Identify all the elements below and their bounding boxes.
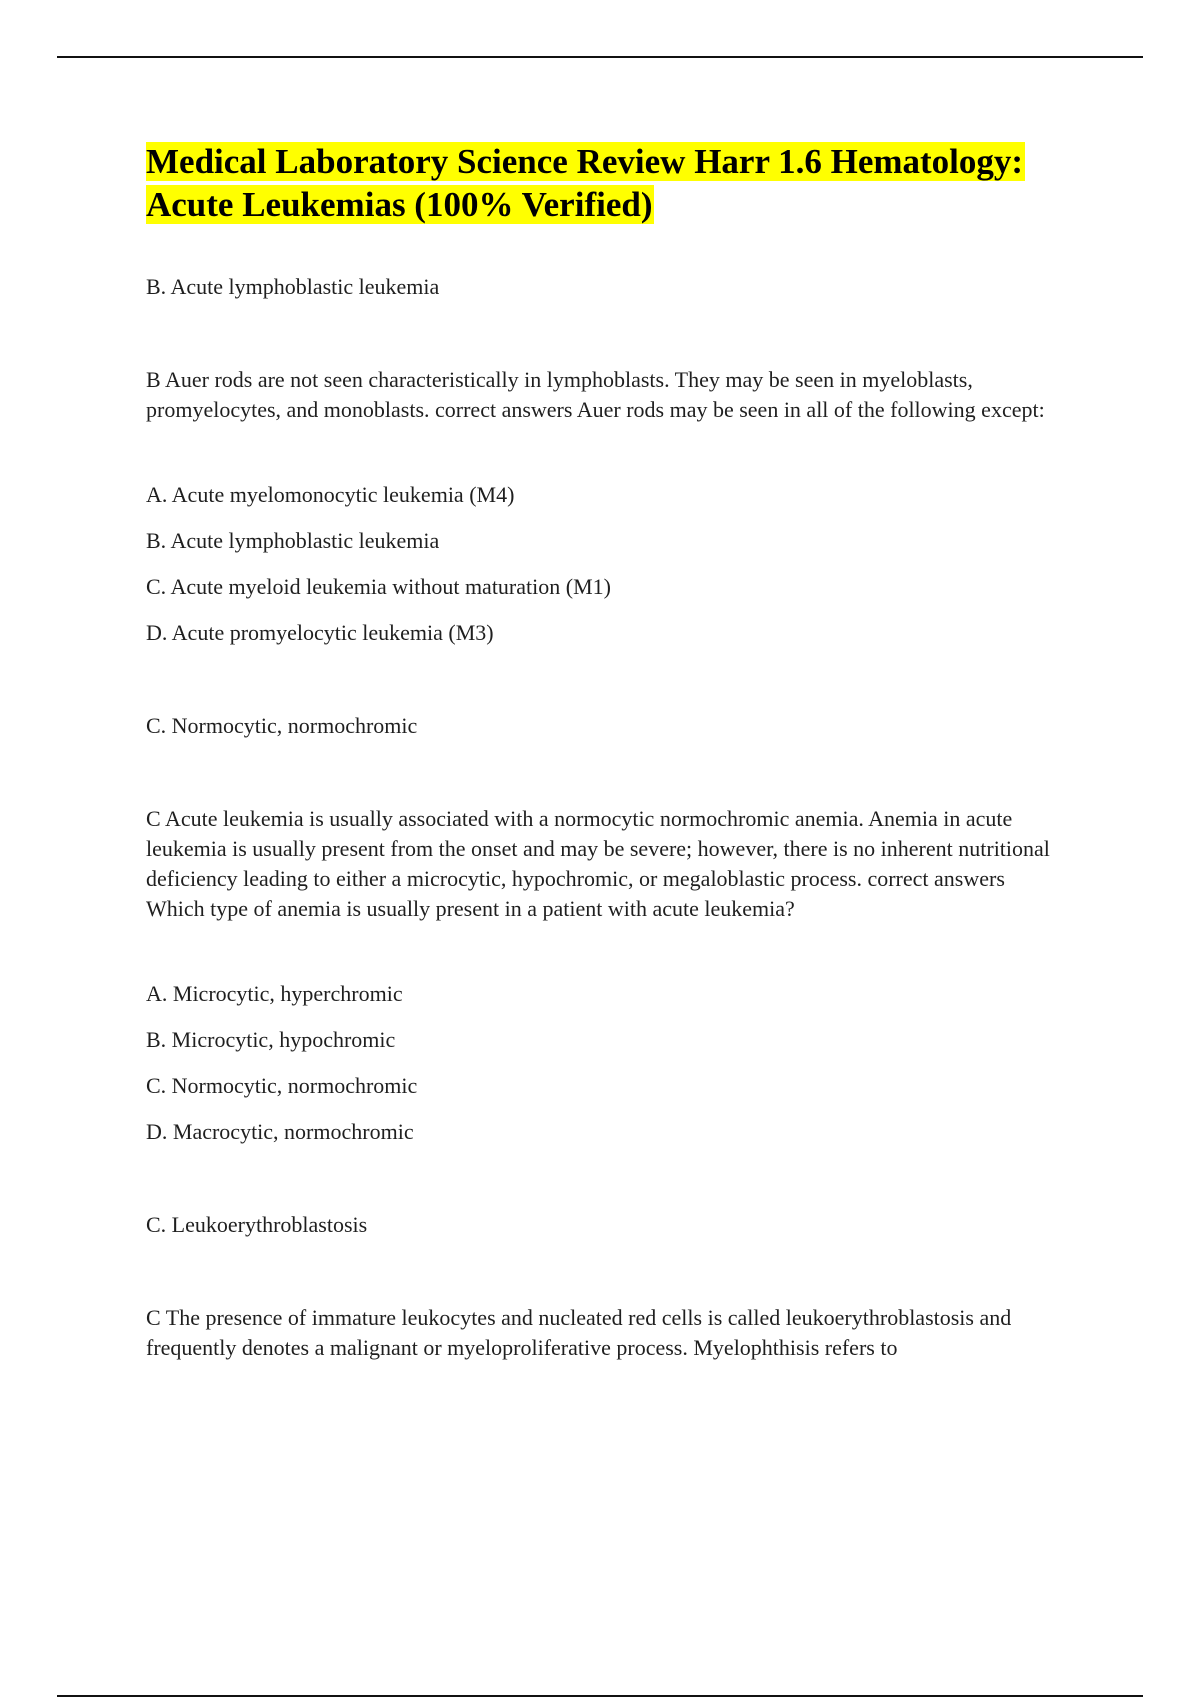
explanation-text: B Auer rods are not seen characteristically in lymphoblasts. They may be seen in myeloblasts, promyelocytes, and monoblasts. correct answers Auer rods may be seen in all of the following except:	[146, 367, 1045, 422]
option-item: D. Macrocytic, normochromic	[146, 1119, 414, 1144]
option-item: C. Normocytic, normochromic	[146, 1073, 418, 1098]
option-item: A. Microcytic, hyperchromic	[146, 981, 403, 1006]
answer-text: C. Leukoerythroblastosis	[146, 1212, 368, 1237]
option-item: B. Microcytic, hypochromic	[146, 1027, 396, 1052]
options-list	[146, 480, 1066, 648]
answer-text: C. Normocytic, normochromic	[146, 713, 418, 738]
document-title	[146, 140, 1066, 226]
explanation-text: C The presence of immature leukocytes and nucleated red cells is called leukoerythroblastosis and frequently denotes a malignant or myeloproliferative process. Myelophthisis refers to	[146, 1305, 1012, 1360]
top-rule	[57, 56, 1143, 58]
options-list	[146, 979, 1066, 1147]
answer-text: B. Acute lymphoblastic leukemia	[146, 274, 440, 299]
title-highlight: Medical Laboratory Science Review Harr 1.6 Hematology: Acute Leukemias (100% Verified)	[146, 142, 1024, 224]
explanation-text: C Acute leukemia is usually associated with a normocytic normochromic anemia. Anemia in acute leukemia is usually present from the onset and may be severe; however, there is no inherent nutritional deficiency leading to either a microcytic, hypochromic, or megaloblastic process. correct answers Which type of anemia is usually present in a patient with acute leukemia?	[146, 806, 1050, 921]
option-item: A. Acute myelomonocytic leukemia (M4)	[146, 482, 515, 507]
option-item: B. Acute lymphoblastic leukemia	[146, 528, 440, 553]
bottom-rule	[57, 1695, 1143, 1697]
option-item: D. Acute promyelocytic leukemia (M3)	[146, 620, 494, 645]
option-item: C. Acute myeloid leukemia without maturation (M1)	[146, 574, 611, 599]
document-body	[146, 140, 1066, 1363]
